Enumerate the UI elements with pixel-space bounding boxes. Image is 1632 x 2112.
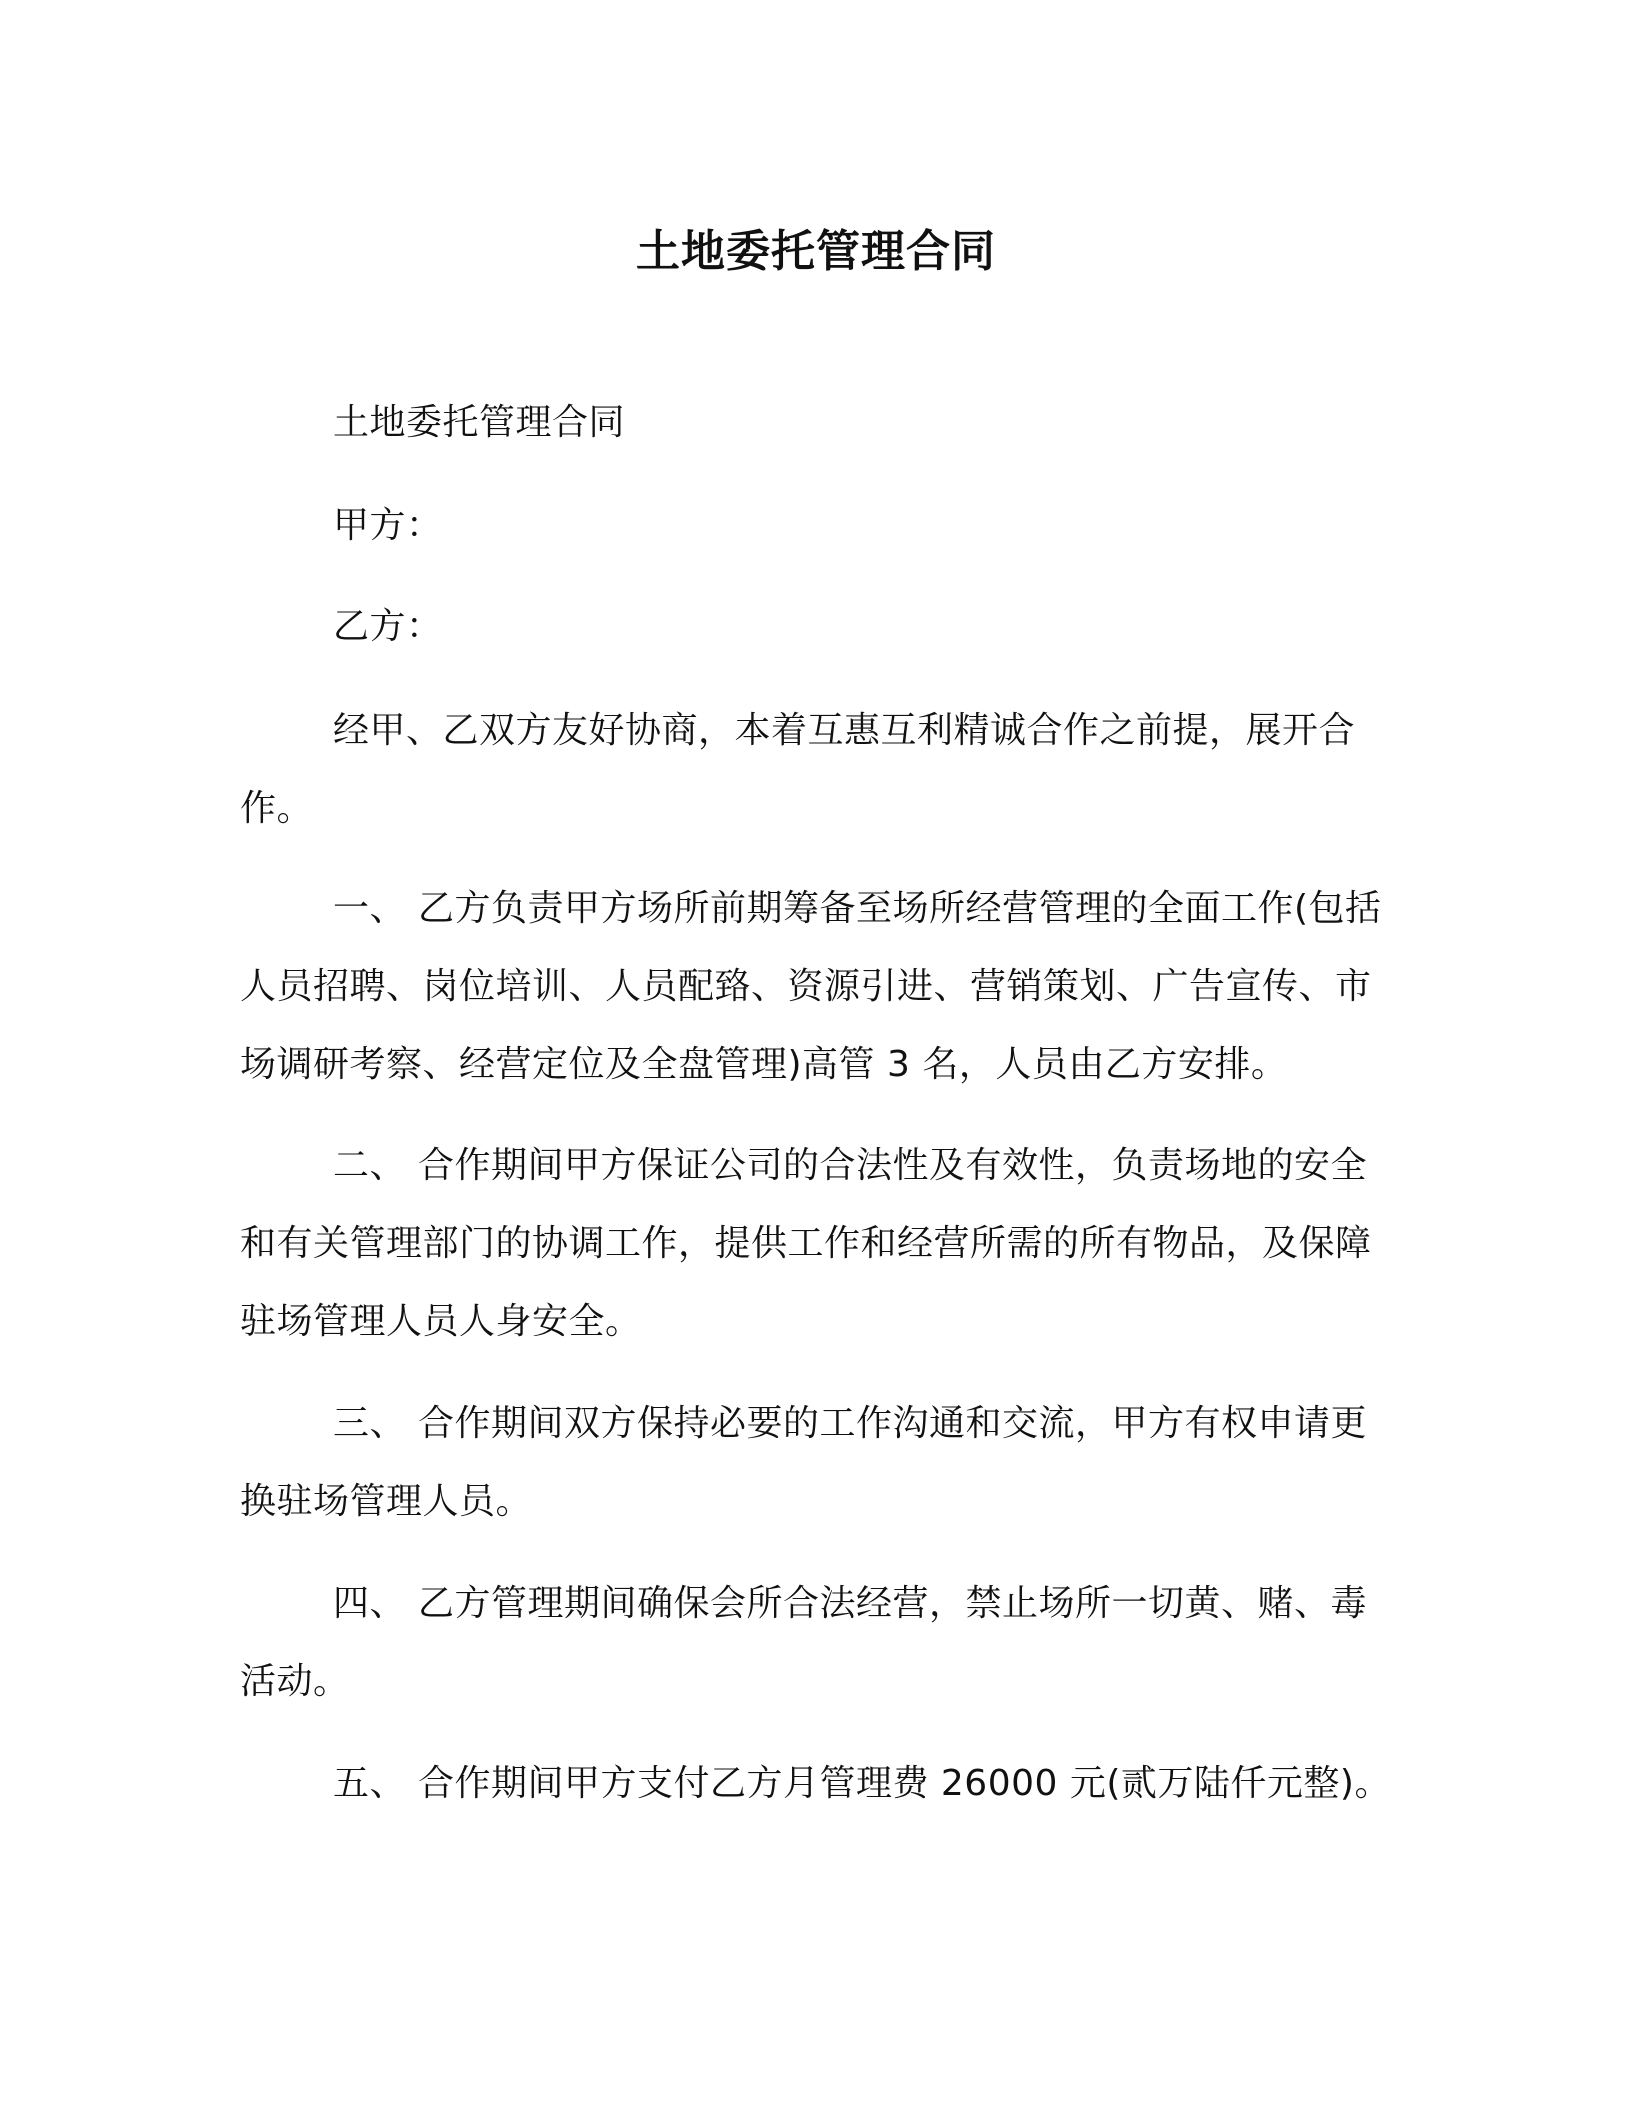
contract-subtitle: 土地委托管理合同 — [333, 402, 626, 443]
clause-3: 三、 合作期间双方保持必要的工作沟通和交流，甲方有权申请更换驻场管理人员。 — [240, 1403, 1367, 1522]
clause-2: 二、 合作期间甲方保证公司的合法性及有效性，负责场地的安全和有关管理部门的协调工作，提供工作和经营所需的所有物品，及保障驻场管理人员人身安全。 — [240, 1145, 1372, 1342]
clause-5: 五、 合作期间甲方支付乙方月管理费 26000 元(贰万陆仟元整)。 — [333, 1763, 1391, 1804]
preamble-paragraph: 经甲、乙双方友好协商，本着互惠互利精诚合作之前提，展开合作。 — [240, 710, 1356, 829]
clause-1: 一、 乙方负责甲方场所前期筹备至场所经营管理的全面工作(包括人员招聘、岗位培训、人员配臵、资源引进、营销策划、广告宣传、市场调研考察、经营定位及全盘管理)高管 3 名，人员由乙方安排。 — [240, 888, 1382, 1085]
party-a-line: 甲方： — [333, 505, 443, 546]
party-b-line: 乙方： — [333, 606, 443, 647]
clause-4: 四、 乙方管理期间确保会所合法经营，禁止场所一切黄、赌、毒活动。 — [240, 1583, 1367, 1702]
document-title: 土地委托管理合同 — [636, 226, 996, 277]
